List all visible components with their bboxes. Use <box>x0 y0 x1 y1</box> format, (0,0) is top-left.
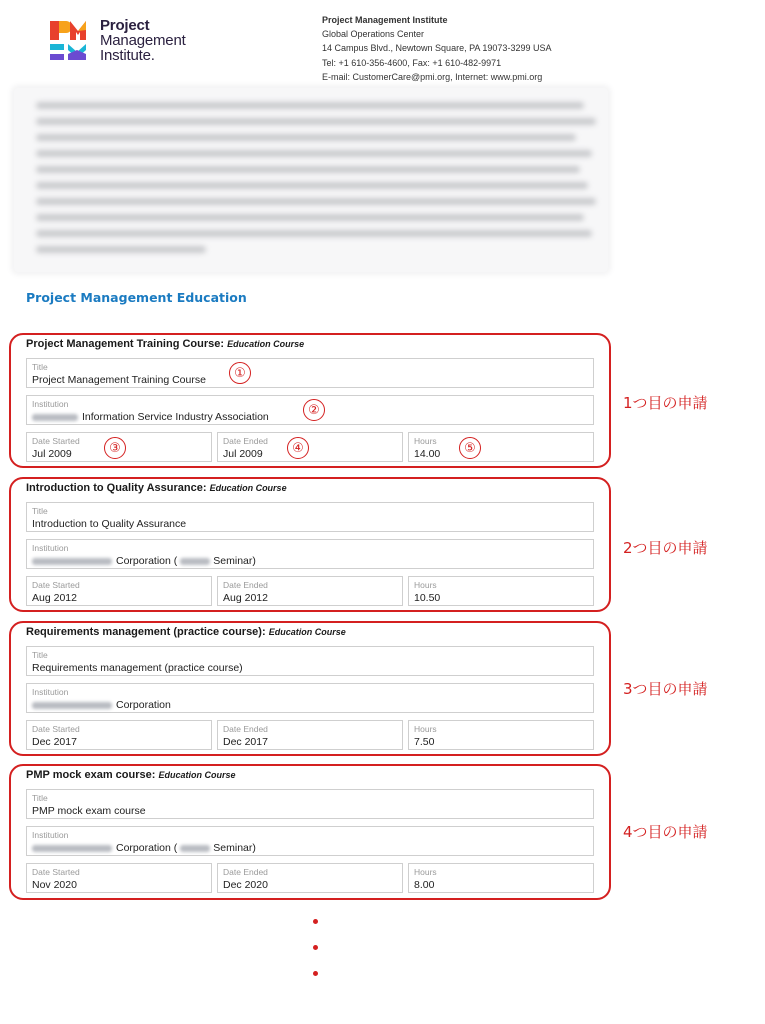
field-label: Title <box>32 650 48 660</box>
pmi-logo <box>48 18 208 66</box>
field-label: Institution <box>32 830 69 840</box>
field-label: Date Ended <box>223 867 268 877</box>
annotation-label-1: 1つ目の申請 <box>623 394 708 412</box>
field-label: Date Started <box>32 580 80 590</box>
field-label: Date Ended <box>223 436 268 446</box>
course-type: Education Course <box>227 339 305 349</box>
field-label: Institution <box>32 543 69 553</box>
annotation-label-2: 2つ目の申請 <box>623 539 708 557</box>
address-line: E-mail: CustomerCare@pmi.org, Internet: www.pmi.org <box>322 71 543 82</box>
field-label: Date Started <box>32 724 80 734</box>
field-value: Aug 2012 <box>32 592 77 604</box>
course-heading-title: Requirements management (practice course): <box>26 626 266 638</box>
field-label: Hours <box>414 867 437 877</box>
pmi-logo-wordmark <box>100 18 186 63</box>
marker-1: ① <box>229 362 251 384</box>
course-heading-title: Introduction to Quality Assurance: <box>26 482 207 494</box>
continuation-dot <box>313 971 318 976</box>
section-title: Project Management Education <box>26 290 247 305</box>
marker-3: ③ <box>104 437 126 459</box>
address-line: Tel: +1 610-356-4600, Fax: +1 610-482-9971 <box>322 57 502 68</box>
marker-4: ④ <box>287 437 309 459</box>
annotation-box-4 <box>9 764 611 900</box>
course-heading-title: PMP mock exam course: <box>26 769 156 781</box>
institution-name: Seminar) <box>213 555 256 567</box>
field-value: Jul 2009 <box>223 448 263 460</box>
course-type: Education Course <box>158 770 236 780</box>
address-org: Project Management Institute <box>322 15 448 25</box>
field-value: PMP mock exam course <box>32 805 146 817</box>
field-value: 8.00 <box>414 879 435 891</box>
continuation-dot <box>313 919 318 924</box>
field-label: Title <box>32 362 48 372</box>
course-heading-title: Project Management Training Course: <box>26 338 225 350</box>
field-label: Date Started <box>32 867 80 877</box>
institution-name: Corporation <box>116 699 171 711</box>
field-value: Aug 2012 <box>223 592 268 604</box>
marker-5: ⑤ <box>459 437 481 459</box>
field-value: Requirements management (practice course) <box>32 662 243 674</box>
field-value: Introduction to Quality Assurance <box>32 518 187 530</box>
field-label: Date Ended <box>223 580 268 590</box>
address-line: Global Operations Center <box>322 29 425 40</box>
course-type: Education Course <box>209 483 287 493</box>
logo-line-1: Project <box>100 17 150 34</box>
blurred-paragraph <box>14 88 608 272</box>
annotation-label-3: 3つ目の申請 <box>623 680 708 698</box>
address-line: 14 Campus Blvd., Newtown Square, PA 19073-3299 USA <box>322 43 552 54</box>
annotation-box-3 <box>9 621 611 756</box>
institution-name: Corporation ( <box>116 555 178 567</box>
field-value: 14.00 <box>414 448 441 460</box>
field-label: Date Ended <box>223 724 268 734</box>
field-label: Hours <box>414 580 437 590</box>
course-type: Education Course <box>268 627 346 637</box>
field-value: Jul 2009 <box>32 448 72 460</box>
pmi-address-block <box>322 13 622 84</box>
field-value: Dec 2020 <box>223 879 268 891</box>
field-label: Date Started <box>32 436 80 446</box>
field-label: Hours <box>414 436 437 446</box>
field-label: Hours <box>414 724 437 734</box>
marker-2: ② <box>303 399 325 421</box>
institution-name: Seminar) <box>213 842 256 854</box>
field-label: Institution <box>32 399 69 409</box>
field-value: 7.50 <box>414 736 435 748</box>
pmi-logo-mark-icon <box>48 18 94 64</box>
field-value: 10.50 <box>414 592 441 604</box>
field-value: Dec 2017 <box>223 736 268 748</box>
field-value: Nov 2020 <box>32 879 77 891</box>
field-label: Institution <box>32 687 69 697</box>
logo-line-3: Institute. <box>100 47 155 64</box>
logo-line-2: Management <box>100 32 186 49</box>
continuation-dot <box>313 945 318 950</box>
field-value: Project Management Training Course <box>32 374 206 386</box>
annotation-box-2 <box>9 477 611 612</box>
institution-name: Corporation ( <box>116 842 178 854</box>
institution-name: Information Service Industry Association <box>82 411 269 423</box>
field-label: Title <box>32 506 48 516</box>
field-value: Dec 2017 <box>32 736 77 748</box>
annotation-label-4: 4つ目の申請 <box>623 823 708 841</box>
field-label: Title <box>32 793 48 803</box>
